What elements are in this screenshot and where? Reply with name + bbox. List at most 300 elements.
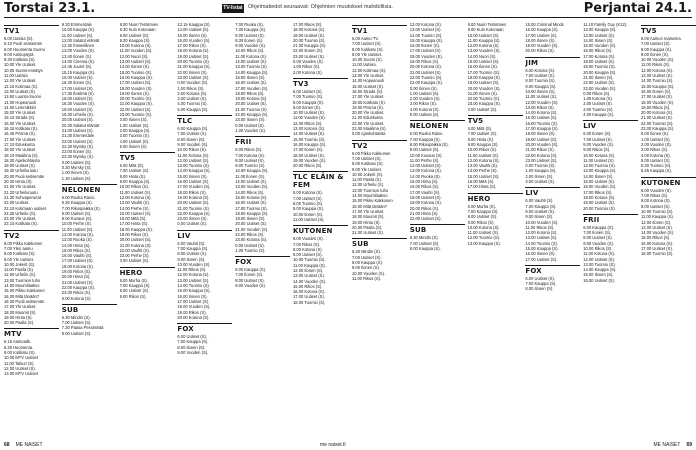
program-entry: 8.30 Kuin Kotonaan bbox=[119, 27, 156, 33]
program-entry: 15.00 Uutiset (S). bbox=[467, 59, 500, 65]
program-entry: 17.00 Tuomio (S). bbox=[467, 69, 501, 75]
program-entry: 7.00 Uutiset (S). bbox=[467, 131, 498, 137]
program-entry: 16.00 Yle Uutiset. bbox=[4, 120, 37, 126]
channel-heading: SUB bbox=[352, 238, 407, 248]
program-entry: 20.00 Tuomio (S). bbox=[177, 59, 210, 65]
program-entry: 9.00 Kauppa (S). bbox=[293, 206, 324, 212]
channel-heading: FOX bbox=[525, 265, 580, 275]
program-entry: 8.00 Uutiset (S). bbox=[467, 214, 498, 220]
program-entry: 11.00 Pasila (S). bbox=[352, 177, 382, 183]
program-entry: 20.00 Uutiset (S). bbox=[177, 200, 210, 206]
program-entry: 6.00 Huomenta Suomi bbox=[4, 46, 45, 52]
program-entry: 8.00 Uutiset (S). bbox=[61, 330, 92, 336]
program-entry: 13.00 Uutiset (S). bbox=[409, 27, 442, 33]
program-entry: 6.00 Kotona (S). bbox=[293, 190, 323, 196]
header-divider bbox=[4, 17, 692, 18]
program-entry: 9.00 Kauppa (S). bbox=[525, 83, 557, 89]
channel-heading: TLC ELÄIN & FEM bbox=[293, 171, 348, 189]
program-entry: 14.00 Nuori (S). bbox=[467, 53, 497, 59]
program-entry: 18.00 Kauppa (S). bbox=[119, 226, 153, 232]
program-entry: 6.00 Vauhti (S). bbox=[177, 240, 206, 246]
program-entry: 18.00 Vuoden (S). bbox=[119, 85, 153, 91]
program-entry: 18.00 Yle Uutiset. bbox=[4, 147, 37, 153]
program-entry: 21.00 Kauppa (S). bbox=[293, 43, 327, 49]
program-entry: 12.00 Yle Uutiset. bbox=[4, 78, 37, 84]
program-entry: 16.00 Rikos (S). bbox=[409, 184, 440, 190]
program-entry: 14.00 Kauppa (S). bbox=[177, 168, 211, 174]
program-entry: 12.00 Kotona (S). bbox=[177, 272, 210, 278]
program-entry: 2.00 Vuoden (S). bbox=[409, 96, 441, 102]
program-entry: 9.00 Vuoden (S). bbox=[235, 283, 266, 289]
program-entry: 8.00 Vuoden (S). bbox=[583, 141, 614, 147]
program-entry: 8.00 Tuomio (S). bbox=[293, 201, 324, 207]
program-entry: 6.00 Aamun maisema bbox=[641, 36, 681, 41]
program-entry: 7.00 Uutiset (S). bbox=[409, 240, 440, 246]
schedule-column bbox=[293, 22, 348, 438]
schedule-column bbox=[583, 22, 638, 438]
program-entry: 7.00 Kotona (S). bbox=[235, 152, 265, 158]
program-entry: 16.00 Ilonen (S). bbox=[525, 251, 556, 257]
program-entry: 16.00 Ilonen (S). bbox=[177, 293, 208, 299]
program-entry: 7.00 Kauppa (S). bbox=[119, 283, 151, 289]
program-entry: 13.00 Uutiset (S). bbox=[119, 59, 152, 65]
program-entry: 7.00 Uutiset (S). bbox=[177, 131, 207, 137]
program-entry: 18.00 Uutiset (S). bbox=[293, 152, 325, 158]
program-entry: 19.00 Uutiset (S). bbox=[467, 80, 500, 86]
program-entry: 0.00 Uutiset (S). bbox=[61, 159, 92, 165]
program-entry: 22.00 Kauppa (S). bbox=[61, 284, 96, 290]
program-entry: 5.00 Uutiset (S). bbox=[641, 157, 671, 163]
program-entry: 13.00 Tuomion tuho bbox=[352, 187, 389, 193]
program-entry: 21.00 Ilonen (S). bbox=[467, 90, 498, 96]
program-entry: 22.00 Uutiset (S). bbox=[119, 106, 152, 112]
program-entry: 3.00 Uutiset (S). bbox=[177, 96, 207, 102]
program-entry: 11.00 Uutiset (S). bbox=[61, 226, 94, 232]
program-entry: 4.00 Kauppa (S). bbox=[583, 112, 615, 118]
program-entry: 17.00 Yle Uutiset. bbox=[4, 136, 37, 142]
program-entry: 19.00 Ilonen (S). bbox=[235, 216, 266, 222]
program-entry: 7.00 Rikos (S). bbox=[293, 241, 321, 247]
channel-heading: HERO bbox=[120, 267, 175, 277]
program-entry: 19.00 Kotona (S). bbox=[177, 194, 210, 200]
program-entry: 2.00 Kauppa (S). bbox=[119, 127, 151, 133]
program-entry: 6.30 Mindin (S). bbox=[352, 249, 381, 255]
program-entry: 15.00 Uutiset (S). bbox=[467, 173, 500, 179]
program-entry: 9.00 Yle Uutiset. bbox=[352, 51, 382, 57]
program-entry: 22.00 Kauppa (S). bbox=[177, 210, 211, 216]
program-entry: 10.00 Rikos (S). bbox=[177, 147, 207, 153]
program-entry: 13.00 Uutiset (S). bbox=[177, 277, 210, 283]
program-entry: 23.00 Tuomio (S). bbox=[119, 112, 153, 118]
program-entry: 2.00 Kotona (S). bbox=[177, 90, 208, 96]
program-entry: 7.00 Uutiset (S). bbox=[119, 168, 150, 174]
program-entry: 8.00 Rikospaikka (S). bbox=[409, 141, 449, 147]
program-entry: 6.00 Ruoka Raivo. bbox=[61, 194, 96, 200]
program-entry: 5.00 Uutisia (S). bbox=[4, 36, 34, 41]
program-entry: 10.00 Kotona (S). bbox=[467, 224, 500, 230]
program-entry: 9.00 Rikos (S). bbox=[583, 147, 611, 153]
program-entry: 10.00 Tuomio (S). bbox=[641, 208, 674, 214]
program-entry: 15.00 Hinta (S). bbox=[409, 179, 439, 185]
program-entry: 12.00 Kotona (S). bbox=[409, 22, 442, 27]
program-entry: 16.00 Uutiset (S). bbox=[583, 277, 616, 283]
program-entry: 9.00 Kuin Kotonaan bbox=[467, 27, 504, 33]
program-entry: 12.00 Uutiset (S). bbox=[4, 365, 36, 371]
program-entry: 10.00 Yle Uutiset. bbox=[4, 62, 37, 68]
program-entry: 14.45 Juuret (S). bbox=[61, 64, 93, 70]
program-entry: 19.00 Kotona (S). bbox=[235, 96, 268, 102]
program-entry: 7.00 Ruoka (S). bbox=[235, 22, 264, 27]
program-entry: 15.00 Tuomio (S). bbox=[119, 69, 153, 75]
program-entry: 1.00 Kotona (S). bbox=[583, 96, 613, 102]
program-entry: 8.00 Ilonen (S). bbox=[525, 286, 554, 292]
program-entry: 21.00 Hinta (S). bbox=[409, 210, 439, 216]
program-entry: 3.00 Rikos (S). bbox=[409, 101, 437, 107]
program-entry: 19.30 Urheiluruutu bbox=[4, 168, 38, 174]
program-entry: 13.00 Uutiset (S). bbox=[4, 88, 36, 94]
program-entry: 19.00 Hinta (S). bbox=[352, 219, 381, 225]
program-entry: 6.00 Pikku Kakkonen bbox=[352, 150, 391, 156]
program-entry: 20.00 Uutiset (S). bbox=[119, 237, 152, 243]
program-entry: 18.00 Uutiset (S). bbox=[583, 59, 616, 65]
program-entry: 22.00 Vauhti (S). bbox=[119, 247, 151, 253]
channel-heading: TV5 bbox=[120, 152, 175, 162]
program-entry: 6.00 Vuoden (S). bbox=[641, 187, 672, 193]
channel-heading: TV5 bbox=[641, 25, 696, 35]
header-subtitle: Ohjelmatiedot seuraavat: Ohjelmien muutokset mahdollisia. bbox=[248, 4, 393, 10]
program-entry: 17.00 Uutiset (S). bbox=[525, 256, 558, 262]
program-entry: 18.00 Vuoden (S). bbox=[641, 99, 675, 105]
program-entry: 8.00 Uutiset (S). bbox=[235, 32, 265, 38]
program-entry: 15.00 Uutiset (S). bbox=[583, 179, 616, 185]
program-entry: 20.00 Pasila (S). bbox=[4, 320, 35, 326]
program-entry: 6.00 Uutiset (S). bbox=[293, 88, 323, 94]
program-entry: 17.00 Uutiset (S). bbox=[61, 85, 94, 91]
program-entry: 23.00 Kauppa (S). bbox=[467, 101, 501, 107]
program-entry: 15.00 Rikos (S). bbox=[641, 235, 671, 241]
program-entry: 22.00 Ilonen (S). bbox=[293, 48, 324, 54]
program-entry: 1.00 Ilonen (S). bbox=[61, 170, 90, 176]
program-entry: 21.00 Uutiset (S). bbox=[352, 230, 384, 236]
program-entry: 7.00 Rikospaikka (S). bbox=[61, 205, 101, 211]
left-day-title: Torstai 23.1. bbox=[4, 1, 96, 16]
program-entry: 21.00 Vuoden (S). bbox=[235, 226, 269, 232]
channel-heading: TLC bbox=[177, 115, 232, 125]
program-entry: 18.00 Kotona (S). bbox=[583, 194, 616, 200]
program-entry: 15.00 Pikku Kakkonen bbox=[4, 288, 45, 294]
program-entry: 23.00 Rikos (S). bbox=[61, 290, 92, 296]
program-entry: 17.00 Yle Uutiset. bbox=[4, 304, 37, 310]
program-entry: 20.00 Pasila (S). bbox=[352, 224, 383, 230]
program-entry: 0.00 Uutiset (S). bbox=[119, 258, 150, 264]
program-entry: 12.00 Vuoden (S). bbox=[525, 99, 559, 105]
program-entry: 9.00 Ilonen (S). bbox=[352, 265, 380, 271]
program-entry: 23.00 Kotona (S). bbox=[235, 237, 268, 243]
program-entry: 22.00 Uutiset (S). bbox=[583, 80, 616, 86]
program-entry: 20.00 Tuomio (S). bbox=[583, 205, 616, 211]
program-entry: 13.00 Kotona (S). bbox=[293, 126, 326, 132]
program-entry: 16.00 Uutiset (S). bbox=[235, 80, 268, 86]
program-entry: 20.30 Hinta (S). bbox=[4, 179, 33, 185]
program-entry: 6.00 Kotona (S). bbox=[525, 67, 556, 73]
program-entry: 14.00 Kotona (S). bbox=[525, 110, 558, 116]
program-entry: 8.00 Uutiset (S). bbox=[61, 210, 92, 216]
program-entry: 15.00 Kauppa (S). bbox=[641, 83, 675, 89]
program-entry: 23.30 Myrsky (S). bbox=[61, 154, 94, 160]
program-entry: 18.00 Kotona (S). bbox=[177, 48, 210, 54]
program-entry: 18.00 Kotona (S). bbox=[61, 263, 94, 269]
program-entry: 19.00 Uutiset (S). bbox=[4, 163, 36, 169]
program-entry: 16.00 Uutiset (S). bbox=[177, 179, 210, 185]
program-entry: 23.00 Yle Uutiset. bbox=[4, 216, 37, 222]
program-entry: 1.00 Tuomio (S). bbox=[235, 247, 266, 253]
program-entry: 14.00 Uutiset (S). bbox=[293, 131, 325, 137]
program-entry: 23.00 Ilonen (S). bbox=[177, 216, 208, 222]
left-page bbox=[4, 22, 348, 438]
program-entry: 17.00 Rikos (S). bbox=[177, 43, 207, 49]
program-entry: 22.00 Tuomio (S). bbox=[409, 74, 443, 80]
program-entry: 22.00 Yle Uutiset. bbox=[352, 120, 385, 126]
program-entry: 6.15 Aamutalk. bbox=[4, 339, 32, 345]
program-entry: 23.00 Vuoden (S). bbox=[583, 85, 617, 91]
schedule-column bbox=[4, 22, 59, 438]
program-entry: 18.00 Ilonen (S). bbox=[525, 131, 556, 137]
program-entry: 21.00 Uutiset (S). bbox=[641, 115, 673, 121]
program-entry: 6.30 Mindin (S). bbox=[61, 314, 91, 320]
program-entry: 1.00 Uutiset (S). bbox=[119, 122, 150, 128]
program-entry: 20.00 Hinta (S). bbox=[61, 274, 91, 280]
program-entry: 14.00 Tuomio (S). bbox=[641, 78, 674, 84]
program-entry: 16.00 Rikos (S). bbox=[583, 48, 613, 54]
program-entry: 22.00 Kotona (S). bbox=[525, 152, 558, 158]
program-entry: 9.00 Uutiset (S). bbox=[409, 147, 440, 153]
program-entry: 13.00 Uutiset (S). bbox=[525, 235, 558, 241]
program-entry: 9.00 Vuoden (S). bbox=[583, 240, 614, 246]
program-entry: 20.00 Uutiset (S). bbox=[235, 221, 268, 227]
program-entry: 17.00 Uutiset (S). bbox=[177, 298, 210, 304]
program-entry: 2.00 Kotona (S). bbox=[293, 69, 323, 75]
program-entry: 16.00 Uutiset (S). bbox=[61, 74, 94, 80]
program-entry: 10.00 Vuoden (S). bbox=[352, 270, 386, 276]
program-entry: 17.00 Ilonen (S). bbox=[293, 147, 324, 153]
program-entry: 8.00 Kauppa (S). bbox=[409, 245, 441, 251]
program-entry: 0.00 Uutiset (S). bbox=[235, 122, 265, 128]
program-entry: 21.00 Tuomio (S). bbox=[235, 106, 268, 112]
program-entry: 17.00 Yle Uutiset. bbox=[352, 208, 385, 214]
program-entry: 8.00 Hinta (S). bbox=[119, 173, 146, 179]
program-entry: 9.00 Kotikatu (S). bbox=[4, 350, 36, 356]
program-entry: 10.00 Rikos (S). bbox=[583, 245, 613, 251]
program-entry: 17.00 Vuoden (S). bbox=[235, 85, 269, 91]
program-entry: 18.00 Muumit (S). bbox=[352, 214, 385, 220]
program-entry: 11.00 Kauppa (S). bbox=[641, 214, 674, 220]
schedule-column bbox=[410, 22, 465, 438]
program-entry: 14.00 Hopeanuoli bbox=[4, 99, 37, 105]
program-entry: 15.00 Kauppa (S). bbox=[177, 288, 211, 294]
program-entry: 15.00 Ilonen (S). bbox=[177, 173, 208, 179]
program-entry: 18.00 Tuomio (S). bbox=[293, 299, 326, 305]
program-entry: 11.00 Pasila (S). bbox=[4, 267, 34, 273]
program-entry: 17.00 Rikos (S). bbox=[583, 189, 613, 195]
program-entry: 7.00 Uutiset (S). bbox=[352, 254, 382, 260]
program-entry: 17.00 Uutiset (S). bbox=[641, 245, 673, 251]
program-entry: 18.00 Kauppa (S). bbox=[235, 210, 269, 216]
program-entry: 5.00 Uutiset (S). bbox=[409, 112, 440, 118]
program-entry: 6.00 Kauppa (S). bbox=[235, 267, 267, 273]
channel-heading: TV5 bbox=[468, 115, 523, 125]
program-entry: 0.00 Ajankohtaista bbox=[352, 131, 386, 137]
program-entry: 19.00 Vuoden (S). bbox=[293, 157, 327, 163]
program-entry: 15.00 Tuomio (S). bbox=[293, 136, 326, 142]
program-entry: 4.00 Tuomio (S). bbox=[177, 101, 208, 107]
program-entry: 16.00 Vuoden (S). bbox=[583, 184, 617, 190]
program-entry: 8.00 Kotona (S). bbox=[641, 198, 671, 204]
program-entry: 5.45 Kauppa (S). bbox=[641, 168, 672, 174]
program-entry: 8.00 Ilonen (S). bbox=[177, 344, 206, 350]
schedule-column bbox=[352, 22, 407, 438]
program-entry: 9.00 Ilonen (S). bbox=[525, 214, 554, 220]
program-entry: 8.00 Kotikatu (S). bbox=[4, 251, 36, 257]
program-entry: 10.00 Jokerit (S). bbox=[352, 171, 384, 177]
program-entry: 21.00 Kauppa (S). bbox=[177, 64, 211, 70]
program-entry: 13.00 Uutiset (S). bbox=[583, 32, 616, 38]
program-entry: 2.00 Uutiset (S). bbox=[583, 101, 613, 107]
program-entry: 13.00 Kauppa (S). bbox=[467, 240, 501, 246]
program-entry: 18.30 Vuoden (S). bbox=[61, 101, 95, 107]
program-entry: 16.15 Kotikatu (S). bbox=[4, 126, 38, 132]
program-entry: 8.00 Tuomio (S). bbox=[525, 78, 556, 84]
program-entry: 11.10 Family Guy (K12). bbox=[583, 22, 628, 27]
program-entry: 21.00 Yle Uutiset. bbox=[4, 184, 37, 190]
program-entry: 6.00 Uutiset (S). bbox=[525, 275, 555, 281]
program-entry: 12.00 Uutiset (S). bbox=[235, 59, 268, 65]
program-entry: 23.00 Uutiset (S). bbox=[525, 157, 558, 163]
program-entry: 1.30 Uutiset (S). bbox=[61, 175, 92, 181]
program-entry: 13.00 Tuomion tuho bbox=[4, 277, 41, 283]
program-entry: 8.00 Uutiset (S). bbox=[583, 235, 613, 241]
program-entry: 11.00 Kotona (S). bbox=[177, 152, 210, 158]
schedule-column bbox=[235, 22, 290, 438]
program-entry: 0.00 Uutiset (S). bbox=[177, 221, 207, 227]
program-entry: 14.00 Uutiset (S). bbox=[177, 27, 210, 33]
program-entry: 16.00 Mitä tänään? bbox=[4, 293, 40, 299]
program-entry: 19.00 Uutiset (S). bbox=[61, 106, 94, 112]
program-entry: 17.00 Uutiset (S). bbox=[293, 294, 325, 300]
program-entry: 22.10 Kotimaan uutiset bbox=[4, 205, 46, 211]
program-entry: 16.00 Ilonen (S). bbox=[409, 43, 441, 49]
program-entry: 20.00 Kotona (S). bbox=[641, 110, 674, 116]
program-entry: 6.00 Kauppa (S). bbox=[583, 224, 615, 230]
program-entry: 18.00 Tuomio (S). bbox=[641, 251, 674, 257]
program-entry: 15.00 Rikos (S). bbox=[293, 283, 323, 289]
program-entry: 15.00 Uutiset (S). bbox=[352, 83, 384, 89]
program-entry: 1.00 Uutiset (S). bbox=[641, 136, 671, 142]
program-entry: 11.00 Uutiset (S). bbox=[467, 230, 500, 236]
program-entry: 23.00 Maailma (S). bbox=[352, 126, 387, 132]
program-entry: 0.00 Ilonen (S). bbox=[119, 117, 148, 123]
program-entry: 14.00 Ilonen (S). bbox=[583, 37, 614, 43]
program-entry: 8.00 Uutiset (S). bbox=[177, 251, 207, 257]
channel-heading: MTV bbox=[4, 328, 59, 338]
program-entry: 9.00 Ilonen (S). bbox=[641, 51, 669, 57]
program-entry: 8.00 Uutiset (S). bbox=[119, 288, 150, 294]
program-entry: 17.00 Kotona (S). bbox=[583, 53, 616, 59]
program-entry: 12.00 Uutiset (S). bbox=[177, 157, 210, 163]
program-entry: 20.00 Rikos (S). bbox=[293, 163, 323, 169]
channel-heading: KUTONEN bbox=[293, 225, 348, 235]
program-entry: 14.00 Ilonen (S). bbox=[119, 64, 150, 70]
program-entry: 0.00 Tuomio (S). bbox=[525, 163, 556, 169]
program-entry: 21.30 Sohvaperunat bbox=[4, 194, 41, 200]
program-entry: 14.00 Tuomio (S). bbox=[177, 283, 210, 289]
program-entry: 18.00 Kauppa (S). bbox=[467, 74, 501, 80]
program-entry: 17.00 Uutiset (S). bbox=[119, 80, 152, 86]
program-entry: 7.00 Uutiset (S). bbox=[352, 155, 382, 161]
program-entry: 7.00 Kauppa (S). bbox=[177, 339, 209, 345]
program-entry: 13.00 Uutiset (S). bbox=[641, 224, 673, 230]
program-entry: 9.00 Rikos (S). bbox=[467, 219, 495, 225]
program-entry: 11.00 Kauppa (S). bbox=[293, 262, 326, 268]
program-entry: 16.00 Vauhti (S). bbox=[61, 253, 93, 259]
program-entry: 14.00 Kauppa (S). bbox=[235, 69, 269, 75]
program-entry: 10.00 Vuoden (S). bbox=[525, 219, 559, 225]
program-entry: 6.00 Uutiset (S). bbox=[177, 334, 207, 340]
program-entry: 10.00 MTV Uutiset bbox=[4, 355, 38, 361]
program-entry: 11.00 Perhe (S). bbox=[409, 157, 440, 163]
program-entry: 7.00 Tuomio (S). bbox=[293, 94, 324, 100]
program-entry: 19.00 Uutiset (S). bbox=[293, 32, 325, 38]
program-entry: 20.00 Kauppa (S). bbox=[583, 69, 617, 75]
program-entry: 14.00 Tuomio (S). bbox=[409, 32, 443, 38]
program-entry: 9.00 Vuoden (S). bbox=[235, 43, 266, 49]
right-footer-label: ME NAISET bbox=[653, 442, 681, 448]
program-entry: 17.00 Yle Uutiset. bbox=[352, 94, 385, 100]
program-entry: 12.00 Salatut elämät bbox=[61, 37, 100, 43]
program-entry: 1.00 Kauppa (S). bbox=[525, 168, 557, 174]
program-entry: 17.00 Tuomio (S). bbox=[235, 205, 268, 211]
program-entry: 6.00 Kauppa (S). bbox=[177, 126, 209, 132]
program-entry: 16.00 Vuoden (S). bbox=[177, 37, 211, 43]
program-entry: 10.00 Ilonen (S). bbox=[525, 88, 556, 94]
program-entry: 17.00 Uutiset (S). bbox=[641, 94, 673, 100]
program-entry: 23.10 Kotikatu (S). bbox=[4, 221, 38, 227]
program-entry: 8.00 Uutiset (S). bbox=[235, 277, 265, 283]
channel-heading: TV2 bbox=[4, 230, 59, 240]
program-entry: 18.30 Ajankohtaista bbox=[4, 157, 40, 163]
schedule-column bbox=[177, 22, 232, 438]
program-entry: 9.00 Aamupöytä bbox=[4, 51, 34, 57]
program-entry: 7.00 Ilonen (S). bbox=[235, 272, 264, 278]
program-entry: 15.10 Strada (S). bbox=[4, 115, 36, 121]
program-entry: 16.00 Mitä (S). bbox=[467, 179, 495, 185]
program-entry: 9.00 Uutiset (S). bbox=[293, 252, 323, 258]
program-entry: 14.00 Tuomio (S). bbox=[525, 240, 558, 246]
program-entry: 18.00 Rikos (S). bbox=[177, 189, 207, 195]
program-entry: 21.00 Rikos (S). bbox=[525, 147, 555, 153]
program-entry: 11.00 Vuoden (S). bbox=[293, 115, 326, 121]
program-entry: 12.00 Kotona (S). bbox=[119, 194, 152, 200]
program-entry: 18.00 Uutiset (S). bbox=[409, 194, 442, 200]
program-entry: 16.00 Kauppa (S). bbox=[293, 141, 327, 147]
program-entry: 10.00 Ilonen (S). bbox=[293, 211, 324, 217]
program-entry: 12.00 Kotona (S). bbox=[641, 67, 674, 73]
program-entry: 10.00 Rikos (S). bbox=[119, 184, 149, 190]
program-entry: 1.00 Rikos (S). bbox=[177, 85, 205, 91]
program-entry: 13.00 Rikos (S). bbox=[525, 104, 555, 110]
program-entry: 4.00 Kotona (S). bbox=[641, 152, 671, 158]
program-entry: 13.00 Vauhti (S). bbox=[467, 163, 499, 169]
program-entry: 3.00 Uutiset (S). bbox=[525, 179, 555, 185]
